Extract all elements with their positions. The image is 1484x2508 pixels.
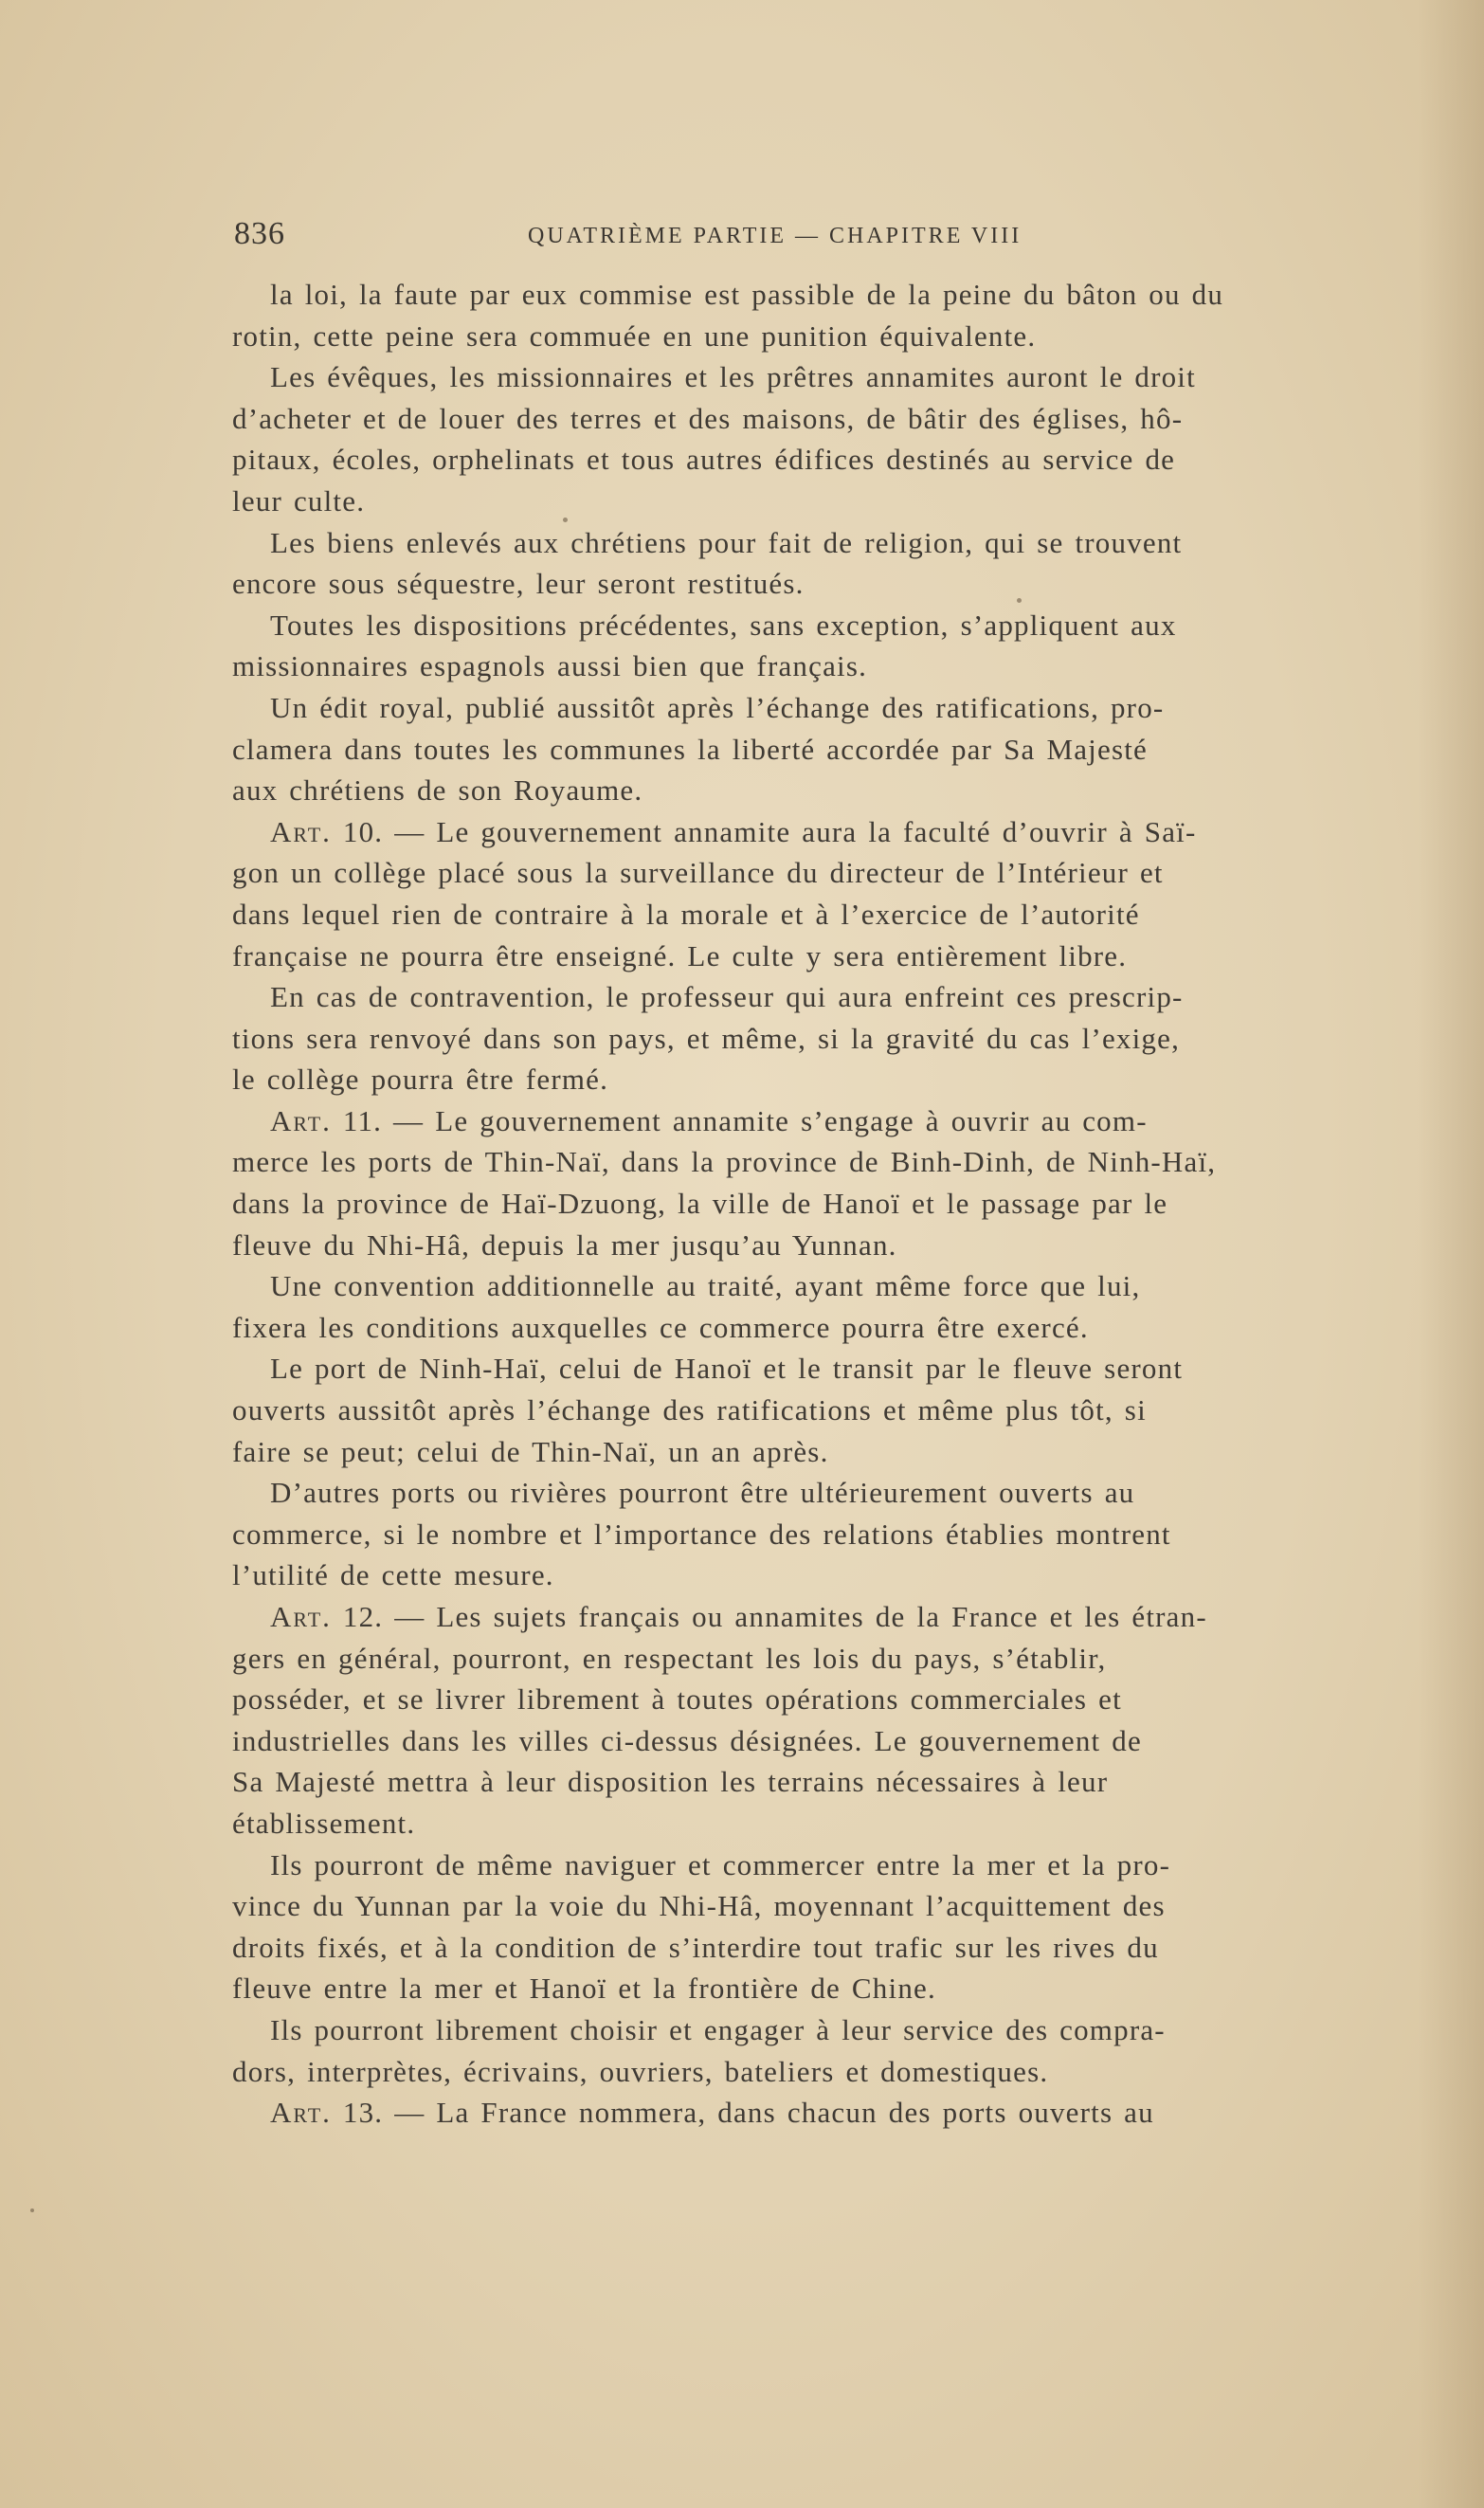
paragraph [232, 2009, 1369, 2092]
text-line: encore sous séquestre, leur seront restitués. [232, 567, 805, 601]
paragraph [232, 605, 1369, 687]
text-line: rotin, cette peine sera commuée en une punition équivalente. [232, 318, 1037, 353]
text-line: 10. — Le gouvernement annamite aura la faculté d’ouvrir à Saï- [342, 814, 1197, 848]
text-line: posséder, et se livrer librement à toutes opérations commerciales et [232, 1682, 1122, 1717]
text-line: faire se peut; celui de Thin-Naï, un an après. [232, 1434, 829, 1468]
article-label: Art. [270, 814, 332, 848]
text-line: tions sera renvoyé dans son pays, et même, si la gravité du cas l’exige, [232, 1021, 1181, 1055]
article-label: Art. [270, 1103, 332, 1137]
text-line: pitaux, écoles, orphelinats et tous autres édifices destinés au service de [232, 443, 1176, 477]
text-line: fleuve du Nhi-Hâ, depuis la mer jusqu’au Yunnan. [232, 1227, 897, 1262]
article-paragraph [232, 1596, 1369, 1845]
text-line: fleuve entre la mer et Hanoï et la frontière de Chine. [232, 1972, 936, 2006]
text-line: la loi, la faute par eux commise est passible de la peine du bâton ou du [270, 278, 1224, 311]
paragraph [232, 274, 1369, 356]
text-line: En cas de contravention, le professeur qui aura enfreint ces prescrip- [270, 980, 1184, 1014]
article-paragraph [232, 1100, 1369, 1265]
paragraph [232, 1265, 1369, 1348]
page-header [234, 216, 1371, 254]
text-line: Ils pourront de même naviguer et commercer entre la mer et la pro- [270, 1847, 1171, 1881]
paragraph [232, 1472, 1369, 1596]
text-line: 13. — La France nommera, dans chacun des ports ouverts au [342, 2096, 1154, 2130]
paragraph [232, 687, 1369, 811]
text-line: établissement. [232, 1806, 416, 1840]
print-speck [563, 518, 568, 522]
article-paragraph [232, 2092, 1369, 2134]
text-line: dans lequel rien de contraire à la morale et à l’exercice de l’autorité [232, 897, 1140, 931]
print-speck [30, 2208, 34, 2212]
paragraph [232, 356, 1369, 521]
article-label: Art. [270, 2096, 332, 2130]
text-line: Un édit royal, publié aussitôt après l’échange des ratifications, pro- [270, 690, 1165, 724]
text-line: l’utilité de cette mesure. [232, 1558, 554, 1592]
text-line: ouverts aussitôt après l’échange des ratifications et même plus tôt, si [232, 1393, 1147, 1427]
text-line: missionnaires espagnols aussi bien que français. [232, 649, 868, 683]
paragraph [232, 1348, 1369, 1472]
text-line: industrielles dans les villes ci-dessus désignées. Le gouvernement de [232, 1723, 1142, 1757]
text-line: fixera les conditions auxquelles ce commerce pourra être exercé. [232, 1310, 1089, 1344]
body-text [232, 274, 1369, 2134]
text-line: Les évêques, les missionnaires et les prêtres annamites auront le droit [270, 360, 1196, 394]
page-number: 836 [234, 216, 285, 251]
text-line: commerce, si le nombre et l’importance des relations établies montrent [232, 1517, 1171, 1551]
page-edge-shadow [1418, 0, 1484, 2508]
text-line: Ils pourront librement choisir et engager à leur service des compra- [270, 2012, 1166, 2046]
running-head: QUATRIÈME PARTIE — CHAPITRE VIII [528, 224, 1023, 248]
print-speck [1017, 598, 1022, 603]
text-line: vince du Yunnan par la voie du Nhi-Hâ, moyennant l’acquittement des [232, 1889, 1166, 1923]
text-line: française ne pourra être enseigné. Le culte y sera entièrement libre. [232, 938, 1128, 972]
text-line: Sa Majesté mettra à leur disposition les terrains nécessaires à leur [232, 1765, 1109, 1799]
text-line: gon un collège placé sous la surveillance du directeur de l’Intérieur et [232, 856, 1164, 890]
text-line: Les biens enlevés aux chrétiens pour fait de religion, qui se trouvent [270, 525, 1183, 559]
article-label: Art. [270, 1600, 332, 1633]
text-line: merce les ports de Thin-Naï, dans la province de Binh-Dinh, de Ninh-Haï, [232, 1145, 1217, 1179]
text-line: D’autres ports ou rivières pourront être ultérieurement ouverts au [270, 1476, 1135, 1510]
text-line: 12. — Les sujets français ou annamites de la France et les étran- [342, 1600, 1207, 1633]
text-line: dors, interprètes, écrivains, ouvriers, bateliers et domestiques. [232, 2054, 1049, 2088]
text-line: leur culte. [232, 483, 366, 518]
text-line: d’acheter et de louer des terres et des maisons, de bâtir des églises, hô- [232, 401, 1184, 435]
article-paragraph [232, 811, 1369, 976]
paragraph [232, 976, 1369, 1100]
text-line: le collège pourra être fermé. [232, 1063, 609, 1097]
text-line: droits fixés, et à la condition de s’interdire tout trafic sur les rives du [232, 1930, 1159, 1964]
paragraph [232, 522, 1369, 605]
text-line: clamera dans toutes les communes la liberté accordée par Sa Majesté [232, 732, 1148, 766]
text-line: gers en général, pourront, en respectant les lois du pays, s’établir, [232, 1641, 1107, 1675]
text-line: aux chrétiens de son Royaume. [232, 773, 643, 808]
text-line: 11. — Le gouvernement annamite s’engage à ouvrir au com- [342, 1103, 1148, 1137]
text-line: dans la province de Haï-Dzuong, la ville de Hanoï et le passage par le [232, 1187, 1168, 1221]
text-line: Une convention additionnelle au traité, ayant même force que lui, [270, 1269, 1141, 1303]
text-line: Toutes les dispositions précédentes, sans exception, s’appliquent aux [270, 608, 1177, 642]
text-line: Le port de Ninh-Haï, celui de Hanoï et le transit par le fleuve seront [270, 1352, 1184, 1386]
paragraph [232, 1845, 1369, 2009]
